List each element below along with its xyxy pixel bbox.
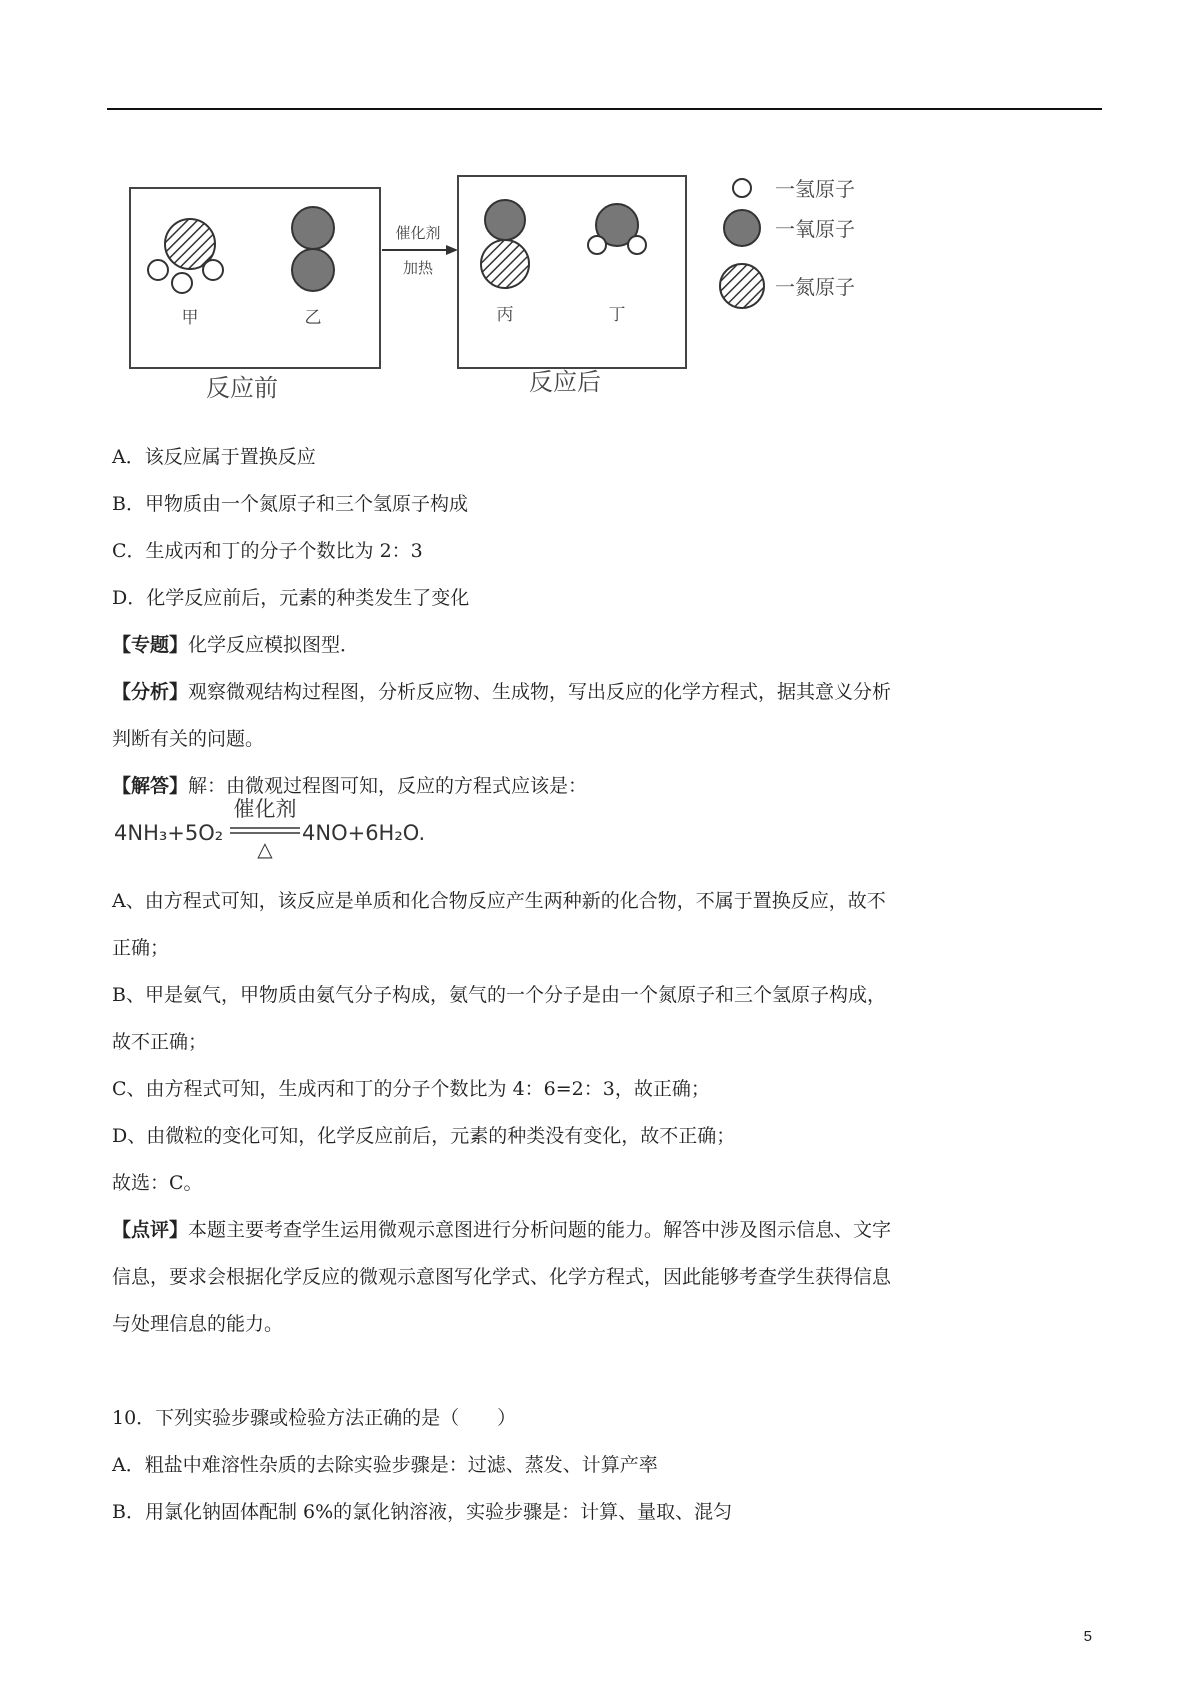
comment-line-1 [112,1217,891,1243]
before-label: 反应前 [206,374,278,402]
oxygen-atom [485,200,525,240]
analysis-line-2: 判断有关的问题。 [112,728,265,750]
nitrogen-atom [481,240,529,288]
q9-option-c: C．生成丙和丁的分子个数比为 2：3 [112,540,423,562]
comment-line-2: 信息，要求会根据化学反应的微观示意图写化学式、化学方程式，因此能够考查学生获得信息 [112,1266,892,1288]
oxygen-atom [292,249,334,291]
legend [720,177,855,308]
oxygen-atom [292,207,334,249]
molecule-yi [292,207,334,291]
q9-option-b: B．甲物质由一个氮原子和三个氢原子构成 [112,493,468,515]
after-label: 反应后 [529,368,601,396]
q10-stem: 10．下列实验步骤或检验方法正确的是（ ） [112,1407,517,1429]
oxygen-legend-icon [724,210,760,246]
equation-condition-bottom: △ [257,837,273,860]
q10-option-a: A．粗盐中难溶性杂质的去除实验步骤是：过滤、蒸发、计算产率 [112,1454,658,1476]
molecule-bing [481,200,529,288]
arrow-bottom-text: 加热 [402,259,434,277]
label-jia: 甲 [181,308,199,328]
explanation-b-2: 故不正确； [112,1031,208,1053]
arrow-top-text: 催化剂 [395,224,441,242]
comment-label: 【点评】 [112,1219,189,1241]
equation-condition-top: 催化剂 [233,797,297,821]
arrow-head [446,245,458,255]
chemical-equation [112,790,512,860]
answer-text: 解：由微观过程图可知，反应的方程式应该是： [188,775,588,797]
label-ding: 丁 [608,305,626,325]
explanation-c: C、由方程式可知，生成丙和丁的分子个数比为 4：6=2：3，故正确； [112,1078,710,1100]
nitrogen-legend-icon [720,264,764,308]
comment-line-3: 与处理信息的能力。 [112,1313,284,1335]
reaction-diagram-svg [120,168,1000,418]
molecule-ding [588,204,646,254]
topic-line [112,632,359,658]
topic-text: 化学反应模拟图型． [188,634,360,656]
hydrogen-atom [628,236,646,254]
equation-svg [112,790,512,860]
reaction-diagram [120,168,1000,418]
answer-label: 【解答】 [112,775,189,797]
legend-nitrogen: 一氮原子 [775,275,855,299]
legend-hydrogen: 一氢原子 [775,177,855,201]
equation-left: 4NH₃+5O₂ [114,821,224,845]
hydrogen-legend-icon [733,179,751,197]
explanation-a-2: 正确； [112,937,170,959]
analysis-text-1: 观察微观结构过程图，分析反应物、生成物，写出反应的化学方程式，据其意义分析 [188,681,892,703]
q10-option-b: B．用氯化钠固体配制 6%的氯化钠溶液，实验步骤是：计算、量取、混匀 [112,1501,733,1523]
explanation-b-1: B、甲是氨气，甲物质由氨气分子构成，氨气的一个分子是由一个氮原子和三个氢原子构成， [112,984,886,1006]
topic-label: 【专题】 [112,634,189,656]
hydrogen-atom [588,236,606,254]
equation-right: 4NO+6H₂O. [302,821,426,845]
molecule-jia [148,219,223,293]
comment-text-1: 本题主要考查学生运用微观示意图进行分析问题的能力。解答中涉及图示信息、文字 [188,1219,892,1241]
header-rule [107,108,1102,110]
hydrogen-atom [148,260,168,280]
hydrogen-atom [203,260,223,280]
label-yi: 乙 [304,308,322,328]
analysis-line-1 [112,679,891,705]
before-box [130,188,380,368]
page-number: 5 [1083,1628,1092,1645]
legend-oxygen: 一氧原子 [775,217,855,241]
analysis-label: 【分析】 [112,681,189,703]
q9-option-d: D．化学反应前后，元素的种类发生了变化 [112,587,470,609]
hydrogen-atom [172,273,192,293]
explanation-d: D、由微粒的变化可知，化学反应前后，元素的种类没有变化，故不正确； [112,1125,736,1147]
q9-option-a: A．该反应属于置换反应 [112,446,316,468]
final-choice: 故选：C。 [112,1172,203,1194]
label-bing: 丙 [496,305,514,325]
explanation-a-1: A、由方程式可知，该反应是单质和化合物反应产生两种新的化合物，不属于置换反应，故不 [112,890,886,912]
